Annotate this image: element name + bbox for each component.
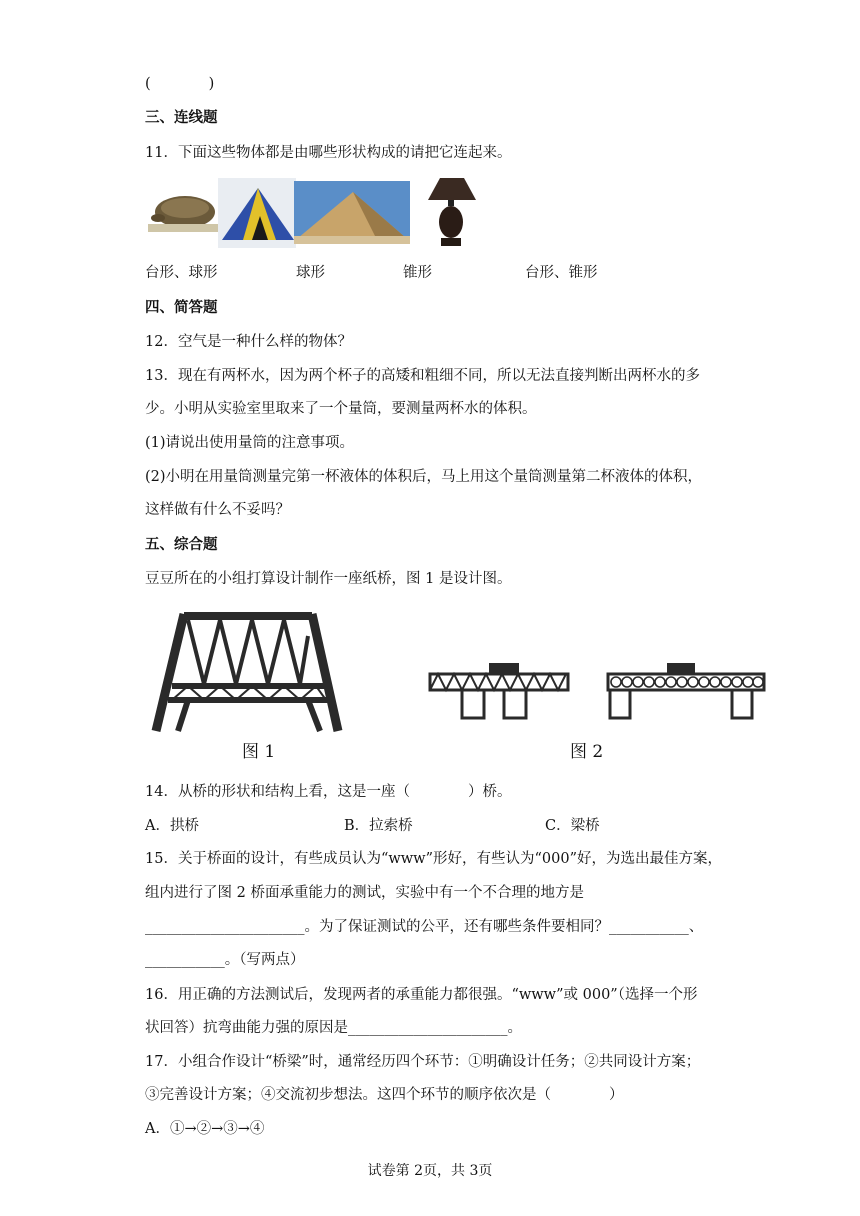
section-4-title: 四、简答题 bbox=[145, 299, 218, 316]
figure-1-caption: 图 1 bbox=[242, 742, 276, 762]
page-footer: 试卷第 2页，共 3页 bbox=[367, 1163, 493, 1179]
question-17-line-1: 17．小组合作设计“桥梁”时，通常经历四个环节：①明确设计任务；②共同设计方案； bbox=[145, 1054, 701, 1070]
question-17-line-2: ③完善设计方案；④交流初步想法。这四个环节的顺序依次是（ ） bbox=[145, 1087, 624, 1103]
shape-label-1: 台形、球形 bbox=[145, 265, 218, 281]
shape-label-3: 锥形 bbox=[403, 265, 432, 281]
question-13-part-2: (2)小明在用量筒测量完第一杯液体的体积后，马上用这个量筒测量第二杯液体的体积， bbox=[145, 469, 703, 485]
question-12: 12．空气是一种什么样的物体？ bbox=[145, 334, 352, 350]
question-16-line-1: 16．用正确的方法测试后，发现两者的承重能力都很强。“www”或 000”（选择一个形 bbox=[145, 987, 698, 1003]
q17-option-a: A．①→②→③→④ bbox=[145, 1121, 265, 1137]
question-13-part-1: (1)请说出使用量筒的注意事项。 bbox=[145, 435, 355, 451]
q14-option-c: C．梁桥 bbox=[545, 818, 600, 834]
section-5-intro: 豆豆所在的小组打算设计制作一座纸桥，图 1 是设计图。 bbox=[145, 571, 512, 587]
pyramid-image bbox=[294, 181, 410, 244]
question-15-line-3: ______________________。为了保证测试的公平，还有哪些条件要相同？___________、 bbox=[145, 919, 704, 935]
tent-image bbox=[218, 178, 296, 248]
question-15-line-1: 15．关于桥面的设计，有些成员认为“www”形好，有些认为“000”好，为选出最佳方案， bbox=[145, 851, 723, 867]
figure-2-deck-tests bbox=[426, 658, 770, 724]
question-14: 14．从桥的形状和结构上看，这是一座（ ）桥。 bbox=[145, 784, 512, 800]
q14-option-b: B．拉索桥 bbox=[344, 818, 413, 834]
figure-1-bridge-drawing bbox=[148, 606, 348, 764]
question-15-line-4: ___________。（写两点） bbox=[145, 952, 305, 968]
turtle-image bbox=[148, 196, 220, 232]
lamp-image bbox=[428, 178, 476, 246]
figure-2-caption: 图 2 bbox=[570, 742, 604, 762]
q11-object-images bbox=[148, 178, 478, 252]
question-15-line-2: 组内进行了图 2 桥面承重能力的测试，实验中有一个不合理的地方是 bbox=[145, 885, 584, 901]
section-3-title: 三、连线题 bbox=[145, 109, 218, 126]
question-13-line-2: 少。小明从实验室里取来了一个量筒，要测量两杯水的体积。 bbox=[145, 401, 537, 417]
question-16-line-2: 状回答）抗弯曲能力强的原因是______________________。 bbox=[145, 1020, 522, 1036]
question-13-line-1: 13．现在有两杯水，因为两个杯子的高矮和粗细不同，所以无法直接判断出两杯水的多 bbox=[145, 368, 700, 384]
question-13-part-2-cont: 这样做有什么不妥吗？ bbox=[145, 502, 290, 518]
shape-label-4: 台形、锥形 bbox=[525, 265, 598, 281]
shape-label-2: 球形 bbox=[296, 265, 325, 281]
question-11: 11．下面这些物体都是由哪些形状构成的请把它连起来。 bbox=[145, 145, 512, 161]
answer-bracket: ( ) bbox=[145, 76, 215, 92]
q14-option-a: A．拱桥 bbox=[145, 818, 199, 834]
section-5-title: 五、综合题 bbox=[145, 536, 218, 553]
